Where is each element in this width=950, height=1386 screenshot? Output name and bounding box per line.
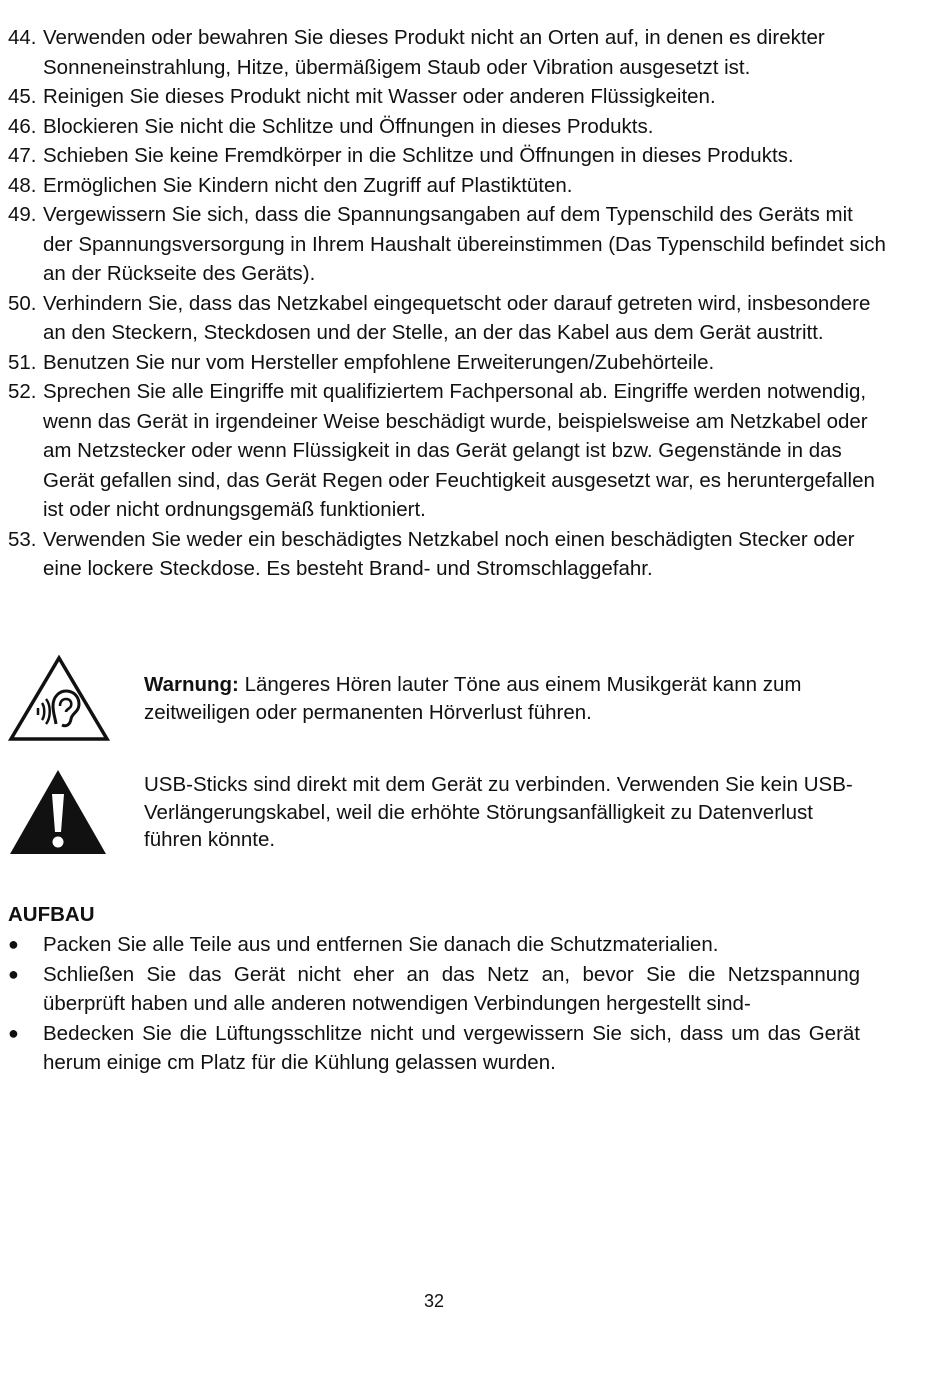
page-number: 32 <box>423 1291 445 1311</box>
list-item <box>8 930 860 960</box>
item-text: Ermöglichen Sie Kindern nicht den Zugriff auf Plastiktüten. <box>43 173 573 197</box>
list-item <box>8 141 888 171</box>
list-item <box>8 348 888 378</box>
exclamation-warning-icon <box>8 768 108 856</box>
item-number: 53. <box>8 527 37 551</box>
list-item <box>8 525 888 584</box>
list-item <box>8 289 888 348</box>
warning-label: Warnung: <box>144 673 239 696</box>
item-text: Schieben Sie keine Fremdkörper in die Schlitze und Öffnungen in dieses Produkts. <box>43 144 794 167</box>
item-number: 49. <box>8 203 37 226</box>
list-item <box>8 82 888 112</box>
list-item <box>8 1019 860 1078</box>
usb-notice <box>0 768 950 858</box>
item-number: 51. <box>8 350 37 374</box>
list-item <box>8 377 888 525</box>
item-number: 45. <box>8 85 37 108</box>
bullet-text: Packen Sie alle Teile aus und entfernen Sie danach die Schutzmaterialien. <box>43 933 719 956</box>
item-number: 48. <box>8 173 37 197</box>
list-item <box>8 171 888 201</box>
item-text: Reinigen Sie dieses Produkt nicht mit Wasser oder anderen Flüssigkeiten. <box>43 85 716 108</box>
item-number: 46. <box>8 114 37 138</box>
list-item <box>8 23 888 82</box>
list-item <box>8 200 888 289</box>
warning-text <box>144 671 874 726</box>
usb-notice-text: USB-Sticks sind direkt mit dem Gerät zu verbinden. Verwenden Sie kein USB-Verlängerungskabel, weil die erhöhte Störungsanfälligkeit zu Datenverlust führen könnte. <box>144 773 853 851</box>
safety-instructions-list <box>8 23 888 584</box>
aufbau-list <box>8 930 860 1078</box>
item-text: Vergewissern Sie sich, dass die Spannungsangaben auf dem Typenschild des Geräts mit der Spannungsversorgung in Ihrem Haushalt übereinstimmen (Das Typenschild befindet sich an der Rückseite des Geräts). <box>43 203 886 285</box>
item-text: Verwenden oder bewahren Sie dieses Produkt nicht an Orten auf, in denen es direkter Sonneneinstrahlung, Hitze, übermäßigem Staub oder Vibration ausgesetzt ist. <box>43 26 825 79</box>
bullet-icon: ● <box>8 934 19 954</box>
item-text: Verhindern Sie, dass das Netzkabel eingequetscht oder darauf getreten wird, insbesondere an den Steckern, Steckdosen und der Stelle, an der das Kabel aus dem Gerät austritt. <box>43 291 871 344</box>
item-number: 47. <box>8 144 37 167</box>
bullet-text: Schließen Sie das Gerät nicht eher an das Netz an, bevor Sie die Netzspannung überprüft haben und alle anderen notwendigen Verbindungen hergestellt sind- <box>43 962 860 1015</box>
item-text: Blockieren Sie nicht die Schlitze und Öffnungen in dieses Produkts. <box>43 114 654 138</box>
list-item <box>8 960 860 1019</box>
item-number: 44. <box>8 26 37 49</box>
warning-body: Längeres Hören lauter Töne aus einem Musikgerät kann zum zeitweiligen oder permanenten Hörverlust führen. <box>144 673 802 724</box>
item-number: 50. <box>8 291 37 315</box>
item-text: Benutzen Sie nur vom Hersteller empfohlene Erweiterungen/Zubehörteile. <box>43 350 715 374</box>
bullet-icon: ● <box>8 963 19 984</box>
bullet-icon: ● <box>8 1022 19 1043</box>
list-item <box>8 112 888 142</box>
aufbau-heading: AUFBAU <box>8 903 95 926</box>
item-number: 52. <box>8 380 37 403</box>
bullet-text: Bedecken Sie die Lüftungsschlitze nicht und vergewissern Sie sich, dass um das Gerät herum einige cm Platz für die Kühlung gelassen wurden. <box>43 1021 860 1074</box>
hearing-warning-icon <box>8 655 110 742</box>
hearing-warning-notice <box>0 655 950 745</box>
item-text: Verwenden Sie weder ein beschädigtes Netzkabel noch einen beschädigten Stecker oder eine lockere Steckdose. Es besteht Brand- und Stromschlaggefahr. <box>43 527 855 580</box>
item-text: Sprechen Sie alle Eingriffe mit qualifiziertem Fachpersonal ab. Eingriffe werden notwendig, wenn das Gerät in irgendeiner Weise beschädigt wurde, beispielsweise am Netzkabel oder am Netzstecker oder wenn Flüssigkeit in das Gerät gelangt ist bzw. Gegenstände in das Gerät gefallen sind, das Gerät Regen oder Feuchtigkeit ausgesetzt war, es heruntergefallen ist oder nicht ordnungsgemäß funktioniert. <box>43 380 875 521</box>
